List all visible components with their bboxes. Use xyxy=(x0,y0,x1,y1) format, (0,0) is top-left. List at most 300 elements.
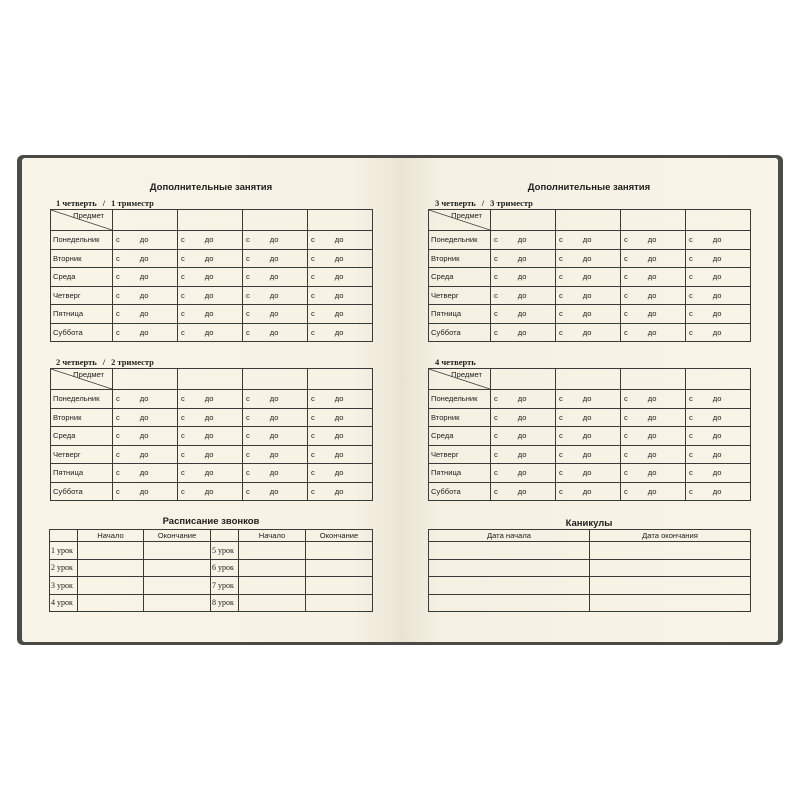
subject-name-cell[interactable] xyxy=(556,369,621,390)
to-label: до xyxy=(334,253,344,263)
time-slot-cell[interactable] xyxy=(686,323,751,342)
to-label: до xyxy=(712,235,722,245)
from-label: с xyxy=(116,412,120,422)
time-slot-cell[interactable] xyxy=(178,323,243,342)
subject-name-cell[interactable] xyxy=(178,369,243,390)
to-label: до xyxy=(334,272,344,282)
quarter-label: 1 четверть xyxy=(56,198,97,208)
time-slot-cell[interactable] xyxy=(308,231,373,250)
end-time-cell[interactable] xyxy=(306,594,373,612)
from-label: с xyxy=(246,235,250,245)
to-label: до xyxy=(582,290,592,300)
time-slot-cell[interactable] xyxy=(491,268,556,287)
to-label: до xyxy=(712,327,722,337)
holidays-row xyxy=(429,577,751,595)
from-label: с xyxy=(181,235,185,245)
day-label: Суббота xyxy=(51,482,113,501)
end-time-cell[interactable] xyxy=(306,559,373,577)
time-slot-cell[interactable] xyxy=(243,268,308,287)
time-slot-cell[interactable] xyxy=(113,249,178,268)
start-date-cell[interactable] xyxy=(429,559,590,577)
day-row xyxy=(429,464,751,483)
time-slot-cell[interactable] xyxy=(113,482,178,501)
left-page xyxy=(22,158,400,642)
day-label: Суббота xyxy=(429,482,491,501)
from-label: с xyxy=(624,486,628,496)
from-label: с xyxy=(116,253,120,263)
day-row xyxy=(429,390,751,409)
subject-header-label: Предмет xyxy=(73,370,104,379)
start-time-cell[interactable] xyxy=(239,594,306,612)
day-label: Суббота xyxy=(51,323,113,342)
time-slot-cell[interactable] xyxy=(113,408,178,427)
time-slot-cell[interactable] xyxy=(556,286,621,305)
from-label: с xyxy=(311,253,315,263)
end-time-cell[interactable] xyxy=(144,542,211,560)
subject-name-cell[interactable] xyxy=(243,369,308,390)
time-slot-cell[interactable] xyxy=(491,427,556,446)
to-label: до xyxy=(139,486,149,496)
time-slot-cell[interactable] xyxy=(621,482,686,501)
from-label: с xyxy=(246,412,250,422)
from-label: с xyxy=(624,235,628,245)
to-label: до xyxy=(204,486,214,496)
from-label: с xyxy=(494,431,498,441)
time-slot-cell[interactable] xyxy=(113,231,178,250)
from-label: с xyxy=(624,309,628,319)
time-slot-cell[interactable] xyxy=(556,482,621,501)
to-label: до xyxy=(712,449,722,459)
to-label: до xyxy=(517,253,527,263)
to-label: до xyxy=(139,394,149,404)
time-slot-cell[interactable] xyxy=(556,231,621,250)
time-slot-cell[interactable] xyxy=(491,408,556,427)
block-label-3 xyxy=(435,198,533,208)
end-date-cell[interactable] xyxy=(590,542,751,560)
start-time-cell[interactable] xyxy=(78,542,144,560)
day-label: Понедельник xyxy=(429,390,491,409)
subject-header-label: Предмет xyxy=(73,211,104,220)
to-label: до xyxy=(517,486,527,496)
end-date-cell[interactable] xyxy=(590,594,751,612)
from-label: с xyxy=(181,309,185,319)
start-time-cell[interactable] xyxy=(78,577,144,595)
time-slot-cell[interactable] xyxy=(491,464,556,483)
lesson-number: 4 урок xyxy=(50,594,78,612)
from-label: с xyxy=(559,486,563,496)
time-slot-cell[interactable] xyxy=(308,305,373,324)
to-label: до xyxy=(204,468,214,478)
from-label: с xyxy=(494,272,498,282)
end-time-cell[interactable] xyxy=(306,542,373,560)
lesson-number: 8 урок xyxy=(211,594,239,612)
from-label: с xyxy=(246,290,250,300)
to-label: до xyxy=(204,235,214,245)
from-label: с xyxy=(311,235,315,245)
to-label: до xyxy=(334,394,344,404)
start-time-cell[interactable] xyxy=(239,542,306,560)
from-label: с xyxy=(116,431,120,441)
day-label: Среда xyxy=(51,427,113,446)
time-slot-cell[interactable] xyxy=(178,286,243,305)
start-time-cell[interactable] xyxy=(78,594,144,612)
to-label: до xyxy=(204,309,214,319)
subject-name-cell[interactable] xyxy=(308,369,373,390)
day-row xyxy=(51,482,373,501)
right-page-title: Дополнительные занятия xyxy=(527,182,651,193)
day-label: Среда xyxy=(429,268,491,287)
from-label: с xyxy=(116,272,120,282)
to-label: до xyxy=(647,327,657,337)
subject-name-cell[interactable] xyxy=(686,210,751,231)
time-slot-cell[interactable] xyxy=(113,268,178,287)
from-label: с xyxy=(494,412,498,422)
time-slot-cell[interactable] xyxy=(243,408,308,427)
from-label: с xyxy=(494,309,498,319)
day-row xyxy=(429,249,751,268)
day-label: Четверг xyxy=(429,286,491,305)
time-slot-cell[interactable] xyxy=(308,464,373,483)
from-label: с xyxy=(689,412,693,422)
start-date-cell[interactable] xyxy=(429,542,590,560)
start-date-header: Дата начала xyxy=(429,530,590,542)
time-slot-cell[interactable] xyxy=(686,390,751,409)
time-slot-cell[interactable] xyxy=(243,249,308,268)
bells-table xyxy=(49,529,373,612)
time-slot-cell[interactable] xyxy=(243,445,308,464)
subject-header-cell xyxy=(51,210,113,231)
from-label: с xyxy=(246,394,250,404)
to-label: до xyxy=(712,431,722,441)
time-slot-cell[interactable] xyxy=(621,323,686,342)
subject-name-cell[interactable] xyxy=(556,210,621,231)
to-label: до xyxy=(334,449,344,459)
to-label: до xyxy=(269,431,279,441)
end-date-cell[interactable] xyxy=(590,577,751,595)
end-time-cell[interactable] xyxy=(306,577,373,595)
day-label: Понедельник xyxy=(51,390,113,409)
to-label: до xyxy=(582,394,592,404)
time-slot-cell[interactable] xyxy=(556,427,621,446)
time-slot-cell[interactable] xyxy=(113,390,178,409)
to-label: до xyxy=(582,327,592,337)
label-separator: / xyxy=(102,198,106,208)
time-slot-cell[interactable] xyxy=(243,482,308,501)
from-label: с xyxy=(181,431,185,441)
to-label: до xyxy=(269,290,279,300)
time-slot-cell[interactable] xyxy=(621,445,686,464)
to-label: до xyxy=(582,309,592,319)
from-label: с xyxy=(181,449,185,459)
to-label: до xyxy=(204,290,214,300)
from-label: с xyxy=(181,253,185,263)
to-label: до xyxy=(582,272,592,282)
lesson-header-cell xyxy=(50,530,78,542)
from-label: с xyxy=(116,309,120,319)
start-time-cell[interactable] xyxy=(78,559,144,577)
to-label: до xyxy=(269,272,279,282)
from-label: с xyxy=(181,290,185,300)
time-slot-cell[interactable] xyxy=(686,464,751,483)
day-row xyxy=(429,231,751,250)
from-label: с xyxy=(689,327,693,337)
time-slot-cell[interactable] xyxy=(308,390,373,409)
end-date-cell[interactable] xyxy=(590,559,751,577)
to-label: до xyxy=(517,449,527,459)
lesson-number: 1 урок xyxy=(50,542,78,560)
subject-header-label: Предмет xyxy=(451,370,482,379)
time-slot-cell[interactable] xyxy=(556,390,621,409)
start-date-cell[interactable] xyxy=(429,594,590,612)
time-slot-cell[interactable] xyxy=(491,286,556,305)
from-label: с xyxy=(559,253,563,263)
time-slot-cell[interactable] xyxy=(621,408,686,427)
subject-name-cell[interactable] xyxy=(621,210,686,231)
time-slot-cell[interactable] xyxy=(556,268,621,287)
time-slot-cell[interactable] xyxy=(621,231,686,250)
subject-name-cell[interactable] xyxy=(621,369,686,390)
start-date-cell[interactable] xyxy=(429,577,590,595)
subject-name-cell[interactable] xyxy=(113,369,178,390)
time-slot-cell[interactable] xyxy=(178,464,243,483)
from-label: с xyxy=(311,309,315,319)
time-slot-cell[interactable] xyxy=(178,482,243,501)
schedule-table-1 xyxy=(50,209,373,342)
to-label: до xyxy=(269,486,279,496)
to-label: до xyxy=(139,327,149,337)
time-slot-cell[interactable] xyxy=(178,390,243,409)
time-slot-cell[interactable] xyxy=(243,231,308,250)
day-row xyxy=(429,323,751,342)
time-slot-cell[interactable] xyxy=(308,408,373,427)
to-label: до xyxy=(517,309,527,319)
from-label: с xyxy=(246,309,250,319)
quarter-label: 3 четверть xyxy=(435,198,476,208)
start-header: Начало xyxy=(78,530,144,542)
start-time-cell[interactable] xyxy=(239,577,306,595)
from-label: с xyxy=(689,253,693,263)
lesson-number: 7 урок xyxy=(211,577,239,595)
time-slot-cell[interactable] xyxy=(243,305,308,324)
time-slot-cell[interactable] xyxy=(243,390,308,409)
day-row xyxy=(51,268,373,287)
time-slot-cell[interactable] xyxy=(621,305,686,324)
time-slot-cell[interactable] xyxy=(178,249,243,268)
from-label: с xyxy=(624,468,628,478)
time-slot-cell[interactable] xyxy=(491,249,556,268)
label-separator: / xyxy=(481,198,485,208)
time-slot-cell[interactable] xyxy=(308,445,373,464)
time-slot-cell[interactable] xyxy=(113,305,178,324)
time-slot-cell[interactable] xyxy=(556,464,621,483)
time-slot-cell[interactable] xyxy=(686,231,751,250)
from-label: с xyxy=(181,394,185,404)
time-slot-cell[interactable] xyxy=(491,445,556,464)
time-slot-cell[interactable] xyxy=(556,445,621,464)
time-slot-cell[interactable] xyxy=(243,427,308,446)
time-slot-cell[interactable] xyxy=(491,390,556,409)
time-slot-cell[interactable] xyxy=(621,249,686,268)
to-label: до xyxy=(204,412,214,422)
from-label: с xyxy=(559,431,563,441)
day-row xyxy=(51,323,373,342)
day-label: Суббота xyxy=(429,323,491,342)
time-slot-cell[interactable] xyxy=(243,464,308,483)
day-label: Вторник xyxy=(51,249,113,268)
day-label: Пятница xyxy=(51,305,113,324)
time-slot-cell[interactable] xyxy=(556,249,621,268)
subject-name-cell[interactable] xyxy=(308,210,373,231)
from-label: с xyxy=(559,235,563,245)
from-label: с xyxy=(494,468,498,478)
time-slot-cell[interactable] xyxy=(621,286,686,305)
time-slot-cell[interactable] xyxy=(686,286,751,305)
from-label: с xyxy=(181,327,185,337)
subject-header-cell xyxy=(429,369,491,390)
time-slot-cell[interactable] xyxy=(556,408,621,427)
time-slot-cell[interactable] xyxy=(308,323,373,342)
time-slot-cell[interactable] xyxy=(686,427,751,446)
time-slot-cell[interactable] xyxy=(308,249,373,268)
bells-row xyxy=(50,559,373,577)
from-label: с xyxy=(689,486,693,496)
time-slot-cell[interactable] xyxy=(556,323,621,342)
to-label: до xyxy=(647,412,657,422)
time-slot-cell[interactable] xyxy=(178,305,243,324)
time-slot-cell[interactable] xyxy=(243,323,308,342)
time-slot-cell[interactable] xyxy=(308,286,373,305)
from-label: с xyxy=(181,412,185,422)
from-label: с xyxy=(494,486,498,496)
to-label: до xyxy=(334,290,344,300)
from-label: с xyxy=(311,394,315,404)
time-slot-cell[interactable] xyxy=(113,323,178,342)
day-row xyxy=(429,427,751,446)
to-label: до xyxy=(139,468,149,478)
from-label: с xyxy=(246,468,250,478)
time-slot-cell[interactable] xyxy=(178,427,243,446)
subject-name-cell[interactable] xyxy=(491,210,556,231)
time-slot-cell[interactable] xyxy=(686,408,751,427)
time-slot-cell[interactable] xyxy=(178,268,243,287)
time-slot-cell[interactable] xyxy=(178,408,243,427)
day-label: Четверг xyxy=(51,445,113,464)
to-label: до xyxy=(517,468,527,478)
from-label: с xyxy=(311,412,315,422)
end-time-cell[interactable] xyxy=(144,594,211,612)
subject-name-cell[interactable] xyxy=(686,369,751,390)
subject-header-row xyxy=(51,369,373,390)
time-slot-cell[interactable] xyxy=(178,445,243,464)
time-slot-cell[interactable] xyxy=(686,305,751,324)
time-slot-cell[interactable] xyxy=(621,268,686,287)
from-label: с xyxy=(311,486,315,496)
from-label: с xyxy=(246,449,250,459)
to-label: до xyxy=(647,290,657,300)
time-slot-cell[interactable] xyxy=(686,445,751,464)
time-slot-cell[interactable] xyxy=(113,464,178,483)
day-label: Среда xyxy=(51,268,113,287)
holidays-title: Каникулы xyxy=(565,518,613,529)
time-slot-cell[interactable] xyxy=(113,445,178,464)
from-label: с xyxy=(559,412,563,422)
time-slot-cell[interactable] xyxy=(621,427,686,446)
time-slot-cell[interactable] xyxy=(621,464,686,483)
time-slot-cell[interactable] xyxy=(686,268,751,287)
from-label: с xyxy=(181,272,185,282)
to-label: до xyxy=(712,272,722,282)
subject-name-cell[interactable] xyxy=(113,210,178,231)
start-time-cell[interactable] xyxy=(239,559,306,577)
to-label: до xyxy=(334,431,344,441)
subject-header-row xyxy=(429,369,751,390)
from-label: с xyxy=(246,327,250,337)
from-label: с xyxy=(116,235,120,245)
from-label: с xyxy=(181,468,185,478)
time-slot-cell[interactable] xyxy=(113,427,178,446)
time-slot-cell[interactable] xyxy=(113,286,178,305)
subject-name-cell[interactable] xyxy=(243,210,308,231)
day-row xyxy=(429,445,751,464)
day-label: Пятница xyxy=(429,305,491,324)
day-row xyxy=(51,249,373,268)
time-slot-cell[interactable] xyxy=(686,249,751,268)
end-time-cell[interactable] xyxy=(144,559,211,577)
end-time-cell[interactable] xyxy=(144,577,211,595)
subject-header-row xyxy=(51,210,373,231)
to-label: до xyxy=(269,412,279,422)
to-label: до xyxy=(647,449,657,459)
from-label: с xyxy=(559,394,563,404)
from-label: с xyxy=(246,486,250,496)
subject-header-cell xyxy=(51,369,113,390)
from-label: с xyxy=(494,394,498,404)
subject-name-cell[interactable] xyxy=(491,369,556,390)
time-slot-cell[interactable] xyxy=(491,231,556,250)
time-slot-cell[interactable] xyxy=(491,323,556,342)
time-slot-cell[interactable] xyxy=(621,390,686,409)
time-slot-cell[interactable] xyxy=(178,231,243,250)
subject-name-cell[interactable] xyxy=(178,210,243,231)
time-slot-cell[interactable] xyxy=(556,305,621,324)
from-label: с xyxy=(559,327,563,337)
from-label: с xyxy=(116,486,120,496)
to-label: до xyxy=(517,412,527,422)
from-label: с xyxy=(311,431,315,441)
time-slot-cell[interactable] xyxy=(491,482,556,501)
day-row xyxy=(51,408,373,427)
from-label: с xyxy=(689,394,693,404)
time-slot-cell[interactable] xyxy=(308,268,373,287)
time-slot-cell[interactable] xyxy=(686,482,751,501)
from-label: с xyxy=(311,327,315,337)
time-slot-cell[interactable] xyxy=(308,482,373,501)
from-label: с xyxy=(559,309,563,319)
to-label: до xyxy=(647,309,657,319)
time-slot-cell[interactable] xyxy=(308,427,373,446)
from-label: с xyxy=(624,412,628,422)
time-slot-cell[interactable] xyxy=(491,305,556,324)
day-label: Вторник xyxy=(429,408,491,427)
lesson-number: 3 урок xyxy=(50,577,78,595)
block-label-4 xyxy=(435,357,476,367)
to-label: до xyxy=(517,272,527,282)
bells-row xyxy=(50,542,373,560)
day-row xyxy=(51,390,373,409)
day-label: Среда xyxy=(429,427,491,446)
time-slot-cell[interactable] xyxy=(243,286,308,305)
day-row xyxy=(51,464,373,483)
